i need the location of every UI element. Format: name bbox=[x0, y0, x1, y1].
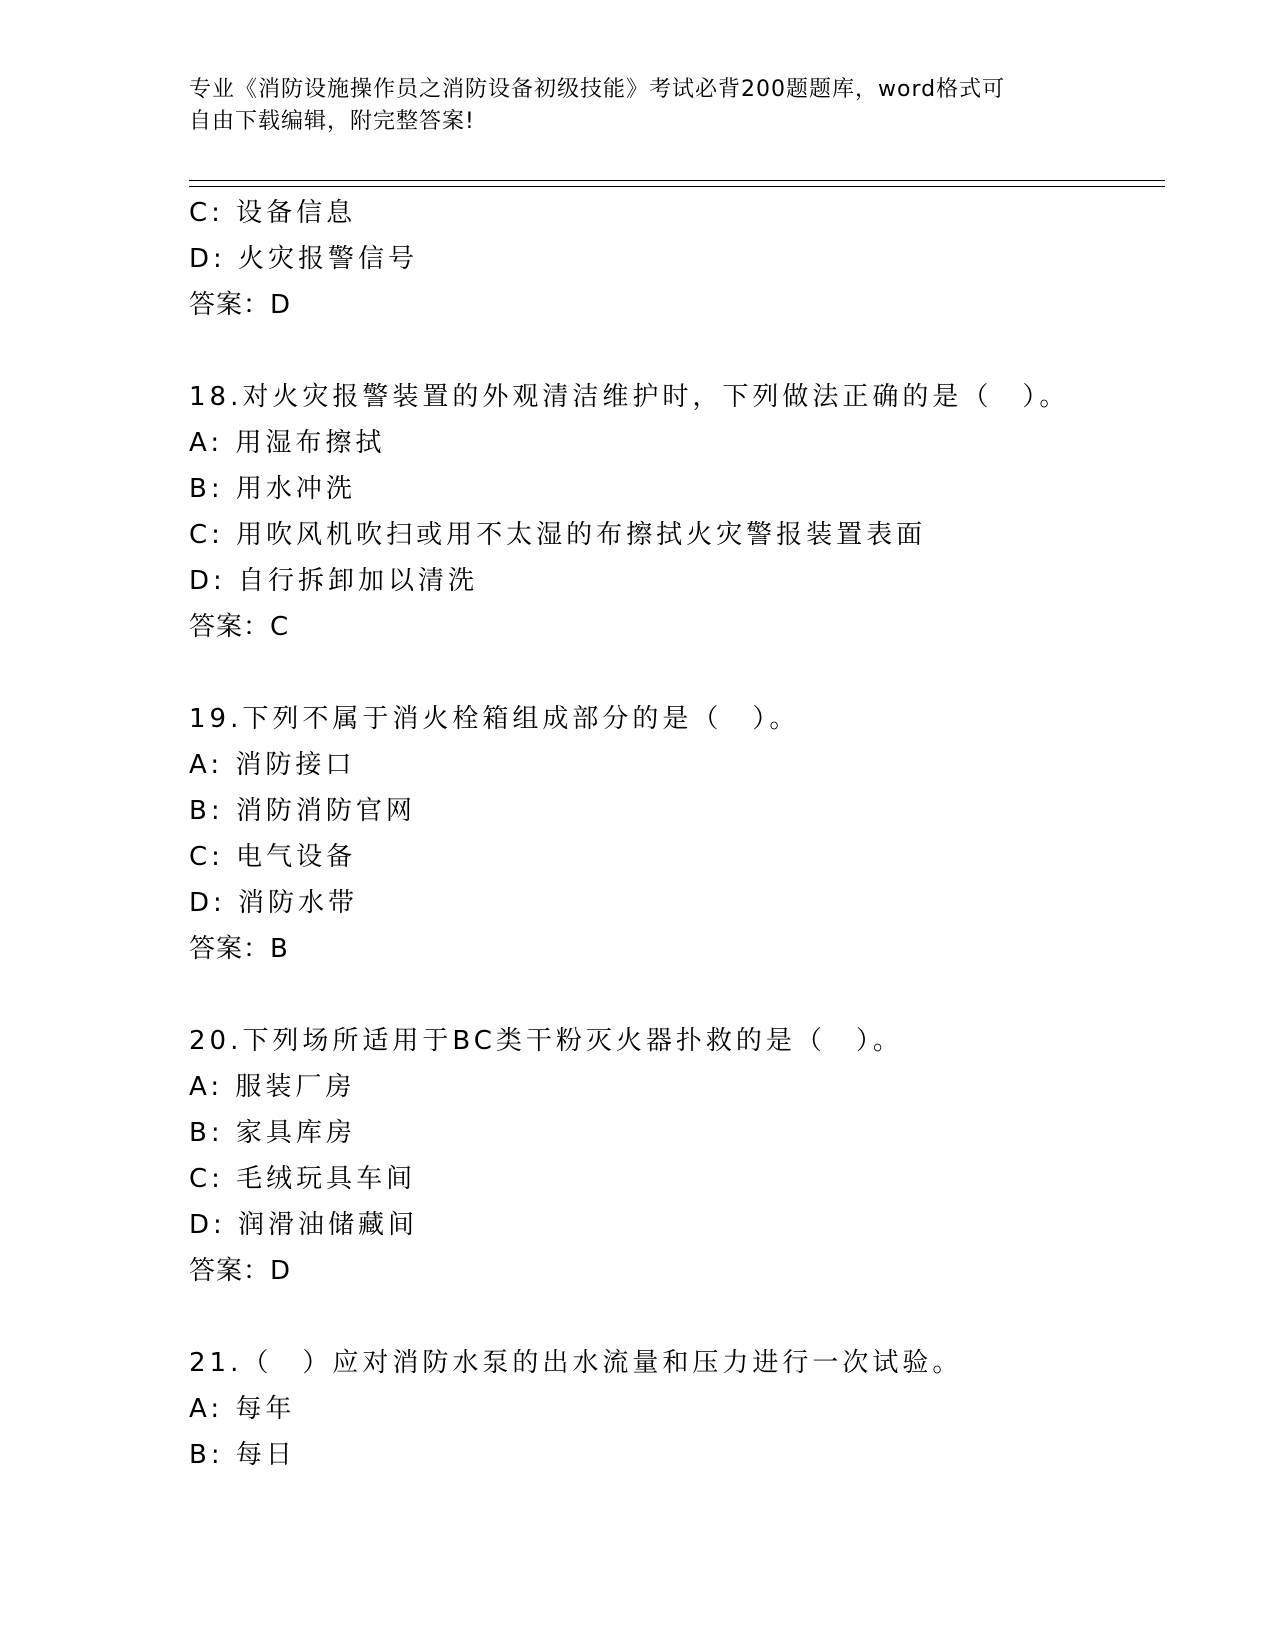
option-d: D: 消防水带 bbox=[189, 888, 359, 918]
option-c: C: 设备信息 bbox=[189, 198, 357, 228]
question-20 bbox=[189, 1018, 1165, 1294]
option-a: A: 服装厂房 bbox=[189, 1072, 356, 1102]
option-d: D: 自行拆卸加以清洗 bbox=[189, 566, 479, 596]
question-spacer bbox=[189, 972, 1165, 1018]
question-21 bbox=[189, 1340, 1165, 1478]
option-a: A: 每年 bbox=[189, 1394, 296, 1424]
question-stem: 21.（ ）应对消防水泵的出水流量和压力进行一次试验。 bbox=[189, 1348, 963, 1378]
option-b: B: 家具库房 bbox=[189, 1118, 356, 1148]
option-c: C: 用吹风机吹扫或用不太湿的布擦拭火灾警报装置表面 bbox=[189, 520, 927, 550]
answer-line: 答案：D bbox=[189, 290, 292, 320]
option-d: D: 润滑油储藏间 bbox=[189, 1210, 419, 1240]
question-stem: 18.对火灾报警装置的外观清洁维护时，下列做法正确的是（ ）。 bbox=[189, 382, 1070, 412]
option-b: B: 用水冲洗 bbox=[189, 474, 356, 504]
option-a: A: 用湿布擦拭 bbox=[189, 428, 386, 458]
answer-line: 答案：B bbox=[189, 934, 289, 964]
option-b: B: 消防消防官网 bbox=[189, 796, 416, 826]
answer-line: 答案：C bbox=[189, 612, 290, 642]
option-d: D: 火灾报警信号 bbox=[189, 244, 419, 274]
question-18 bbox=[189, 374, 1165, 650]
option-c: C: 电气设备 bbox=[189, 842, 357, 872]
option-a: A: 消防接口 bbox=[189, 750, 356, 780]
option-c: C: 毛绒玩具车间 bbox=[189, 1164, 417, 1194]
header-line-1: 专业《消防设施操作员之消防设备初级技能》考试必背200题题库，word格式可 bbox=[189, 77, 1006, 102]
option-b: B: 每日 bbox=[189, 1440, 296, 1470]
header-divider bbox=[189, 180, 1165, 187]
question-stem: 19.下列不属于消火栓箱组成部分的是（ ）。 bbox=[189, 704, 800, 734]
header-line-2: 自由下载编辑，附完整答案! bbox=[189, 109, 475, 134]
question-19 bbox=[189, 696, 1165, 972]
question-stem: 20.下列场所适用于BC类干粉灭火器扑救的是（ ）。 bbox=[189, 1026, 903, 1056]
question-spacer bbox=[189, 328, 1165, 374]
question-spacer bbox=[189, 650, 1165, 696]
question-list bbox=[189, 190, 1165, 1478]
document-header bbox=[189, 74, 1089, 138]
answer-line: 答案：D bbox=[189, 1256, 292, 1286]
question-spacer bbox=[189, 1294, 1165, 1340]
